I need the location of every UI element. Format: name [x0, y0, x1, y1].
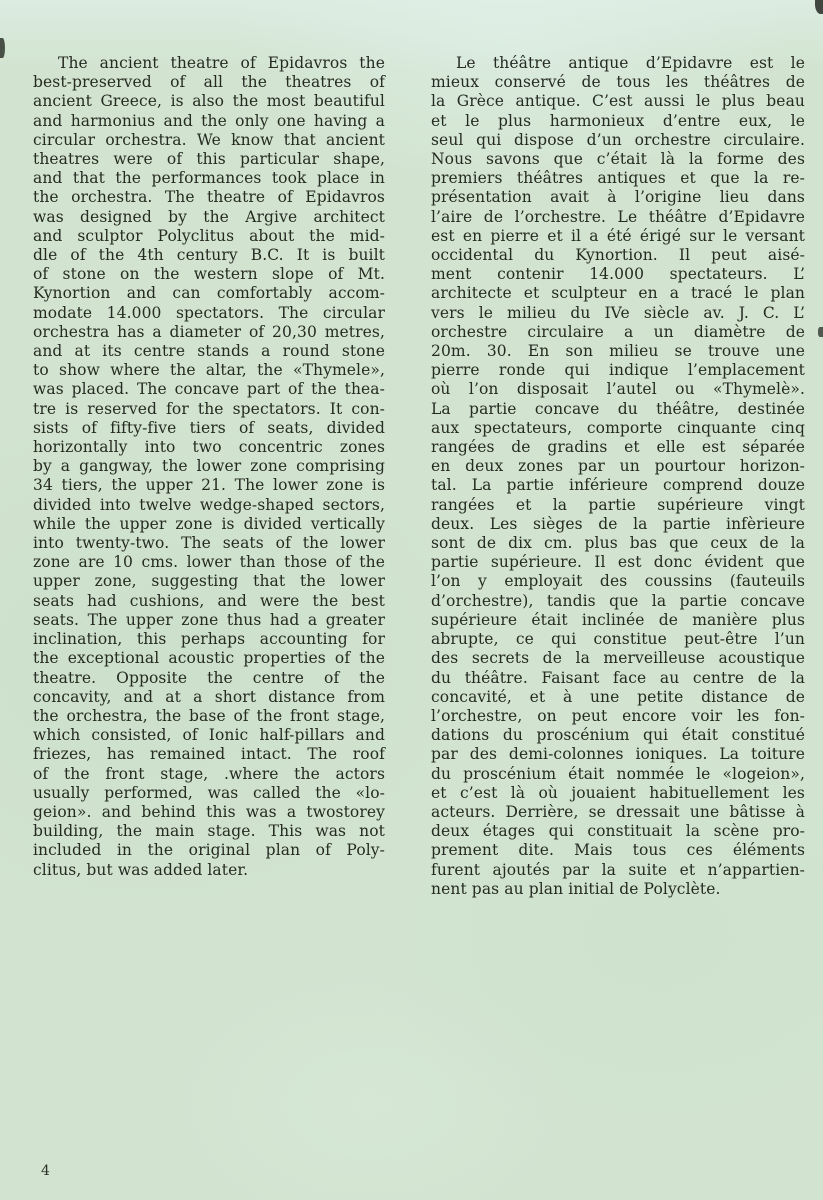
text-line: présentation avait à l’origine lieu dans — [431, 188, 805, 207]
text-line: architecte et sculpteur en a tracé le plan — [431, 284, 805, 303]
text-line: clitus, but was added later. — [33, 860, 249, 879]
text-line: deux étages qui constituait la scène pro- — [431, 822, 805, 841]
text-line: d’orchestre), tandis que la partie concave — [431, 591, 805, 610]
text-line: l’orchestre, on peut encore voir les fon- — [431, 706, 805, 725]
text-line: rangées de gradins et elle est séparée — [431, 438, 805, 457]
text-line: concavité, et à une petite distance de — [431, 687, 805, 706]
text-line: où l’on disposait l’autel ou «Thymelè». — [431, 380, 805, 399]
column-english-text — [33, 54, 385, 880]
scan-artifact-left-edge — [0, 38, 5, 58]
text-line: furent ajoutés par la suite et n’appartien- — [431, 860, 805, 879]
text-line: and that the performances took place in — [33, 169, 385, 188]
text-line: seats had cushions, and were the best — [33, 591, 385, 610]
text-line: tre is reserved for the spectators. It con- — [33, 399, 385, 418]
text-line: seats. The upper zone thus had a greater — [33, 610, 385, 629]
text-line: tal. La partie inférieure comprend douze — [431, 476, 805, 495]
text-line: building, the main stage. This was not — [33, 822, 385, 841]
text-line: geion». and behind this was a twostorey — [33, 802, 385, 821]
text-line: friezes, has remained intact. The roof — [33, 745, 385, 764]
text-line: prement dite. Mais tous ces éléments — [431, 841, 805, 860]
text-line: occidental du Kynortion. Il peut aisé- — [431, 246, 805, 265]
text-line: seul qui dispose d’un orchestre circulaire. — [431, 130, 805, 149]
text-line: divided into twelve wedge-shaped sectors, — [33, 495, 385, 514]
text-line: into twenty-two. The seats of the lower — [33, 534, 385, 553]
text-line: abrupte, ce qui constitue peut-être l’un — [431, 630, 805, 649]
text-line: modate 14.000 spectators. The circular — [33, 303, 385, 322]
text-line: acteurs. Derrière, se dressait une bâtisse à — [431, 802, 805, 821]
text-line: sont de dix cm. plus bas que ceux de la — [431, 534, 805, 553]
text-line: nent pas au plan initial de Polyclète. — [431, 879, 721, 898]
text-line: which consisted, of Ionic half-pillars and — [33, 726, 385, 745]
text-line: du théâtre. Faisant face au centre de la — [431, 668, 805, 687]
text-line: du proscénium était nommée le «logeion», — [431, 764, 805, 783]
text-line: ancient Greece, is also the most beautiful — [33, 92, 385, 111]
text-line: Nous savons que c’était là la forme des — [431, 150, 805, 169]
text-line: horizontally into two concentric zones — [33, 438, 385, 457]
text-line: The ancient theatre of Epidavros the — [58, 54, 385, 72]
text-line: the orchestra, the base of the front stage, — [33, 706, 385, 725]
text-line: by a gangway, the lower zone comprising — [33, 457, 385, 476]
text-line: aux spectateurs, comporte cinquante cinq — [431, 418, 805, 437]
scan-artifact-top-right-corner — [815, 0, 823, 14]
text-line: Le théâtre antique d’Epidavre est le — [456, 54, 805, 72]
text-line: theatres were of this particular shape, — [33, 150, 385, 169]
text-line: included in the original plan of Poly- — [33, 841, 385, 860]
text-line: dle of the 4th century B.C. It is built — [33, 246, 385, 265]
text-line: vers le milieu du IVe siècle av. J. C. L’ — [431, 303, 805, 322]
text-line: and sculptor Polyclitus about the mid- — [33, 226, 385, 245]
text-line: rangées et la partie supérieure vingt — [431, 495, 805, 514]
text-line: premiers théâtres antiques et que la re- — [431, 169, 805, 188]
text-line: of stone on the western slope of Mt. — [33, 265, 385, 284]
text-line: while the upper zone is divided vertically — [33, 514, 385, 533]
text-line: orchestre circulaire a un diamètre de — [431, 322, 805, 341]
text-line: supérieure était inclinée de manière plus — [431, 610, 805, 629]
text-line: theatre. Opposite the centre of the — [33, 668, 385, 687]
text-line: pierre ronde qui indique l’emplacement — [431, 361, 805, 380]
text-line: zone are 10 cms. lower than those of the — [33, 553, 385, 572]
scan-artifact-right-edge — [818, 327, 823, 337]
text-line: was designed by the Argive architect — [33, 207, 385, 226]
text-line: par des demi-colonnes ioniques. La toiture — [431, 745, 805, 764]
text-line: best-preserved of all the theatres of — [33, 73, 385, 92]
column-french-text — [431, 54, 805, 899]
text-line: 34 tiers, the upper 21. The lower zone is — [33, 476, 385, 495]
text-line: the orchestra. The theatre of Epidavros — [33, 188, 385, 207]
text-line: the exceptional acoustic properties of the — [33, 649, 385, 668]
text-line: to show where the altar, the «Thymele», — [33, 361, 385, 380]
text-line: et c’est là où jouaient habituellement les — [431, 783, 805, 802]
text-line: 20m. 30. En son milieu se trouve une — [431, 342, 805, 361]
text-line: deux. Les sièges de la partie infèrieure — [431, 514, 805, 533]
text-line: inclination, this perhaps accounting for — [33, 630, 385, 649]
text-line: partie supérieure. Il est donc évident que — [431, 553, 805, 572]
text-line: en deux zones par un pourtour horizon- — [431, 457, 805, 476]
text-line: concavity, and at a short distance from — [33, 687, 385, 706]
text-line: est en pierre et il a été érigé sur le versant — [431, 226, 805, 245]
text-line: mieux conservé de tous les théâtres de — [431, 73, 805, 92]
text-line: l’aire de l’orchestre. Le théâtre d’Epidavre — [431, 207, 805, 226]
text-line: of the front stage, .where the actors — [33, 764, 385, 783]
text-line: dations du proscénium qui était constitué — [431, 726, 805, 745]
text-line: l’on y employait des coussins (fauteuils — [431, 572, 805, 591]
text-line: upper zone, suggesting that the lower — [33, 572, 385, 591]
text-line: and harmonius and the only one having a — [33, 111, 385, 130]
text-line: usually performed, was called the «lo- — [33, 783, 385, 802]
text-line: Kynortion and can comfortably accom- — [33, 284, 385, 303]
text-line: La partie concave du théâtre, destinée — [431, 399, 805, 418]
text-line: orchestra has a diameter of 20,30 metres, — [33, 322, 385, 341]
page-number: 4 — [41, 1163, 50, 1179]
text-line: circular orchestra. We know that ancient — [33, 130, 385, 149]
text-line: and at its centre stands a round stone — [33, 342, 385, 361]
text-line: et le plus harmonieux d’entre eux, le — [431, 111, 805, 130]
text-line: des secrets de la merveilleuse acoustique — [431, 649, 805, 668]
text-line: sists of fifty-five tiers of seats, divided — [33, 418, 385, 437]
text-line: ment contenir 14.000 spectateurs. L’ — [431, 265, 805, 284]
text-line: was placed. The concave part of the thea- — [33, 380, 385, 399]
text-line: la Grèce antique. C’est aussi le plus beau — [431, 92, 805, 111]
